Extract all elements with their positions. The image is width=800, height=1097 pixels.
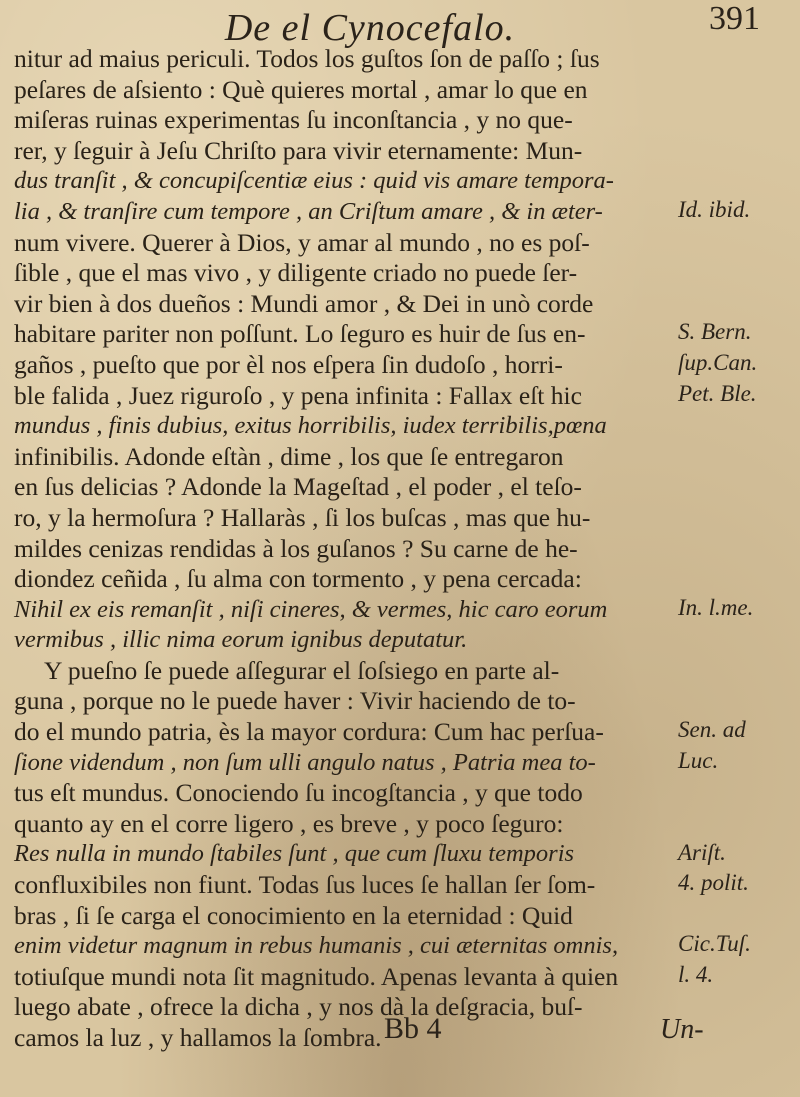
text-line: guna , porque no le puede haver : Vivir haciendo de to- — [14, 686, 576, 716]
margin-note: Sen. ad — [678, 717, 746, 743]
margin-note: Luc. — [678, 747, 719, 773]
text-line: luego abate , ofrece la dicha , y nos dà la deſgracia, buſ- — [14, 992, 583, 1022]
text-line: vir bien à dos dueños : Mundi amor , & Dei in unò corde — [14, 288, 594, 318]
margin-note: Ariſt. — [678, 839, 726, 865]
text-line: confluxibiles non fiunt. Todas ſus luces ſe hallan ſer ſom- — [14, 870, 596, 900]
text-line: habitare pariter non poſſunt. Lo ſeguro es huir de ſus en- — [14, 319, 586, 349]
margin-note: ſup.Can. — [678, 350, 758, 375]
text-line: lia , & tranſire cum tempore , an Criſtum amare , & in æter- — [14, 197, 603, 225]
running-head: De el Cynocefalo. — [224, 7, 516, 49]
body-text — [14, 44, 674, 1054]
text-line: infinibilis. Adonde eſtàn , dime , los que ſe entregaron — [14, 441, 564, 471]
signature-mark: Bb 4 — [384, 1012, 442, 1045]
text-line: nitur ad maius periculi. Todos los guſtos ſon de paſſo ; ſus — [14, 44, 600, 73]
margin-note: In. l.me. — [678, 594, 754, 620]
text-line: Nihil ex eis remanſit , niſi cineres, & vermes, hic caro eorum — [14, 595, 608, 623]
margin-note: Pet. Ble. — [678, 380, 757, 406]
text-line: camos la luz , y hallamos la ſombra. — [14, 1023, 382, 1052]
text-line: num vivere. Querer à Dios, y amar al mundo , no es poſ- — [14, 227, 590, 257]
margin-note: Cic.Tuſ. — [678, 931, 751, 957]
text-line: quanto ay en el corre ligero , es breve , y poco ſeguro: — [14, 808, 564, 838]
text-line: tus eſt mundus. Conociendo ſu incogſtancia , y que todo — [14, 778, 583, 808]
text-line: vermibus , illic nima eorum ignibus deputatur. — [14, 626, 468, 654]
text-line: mundus , finis dubius, exitus horribilis, iudex terribilis,pœna — [14, 412, 607, 440]
text-line: mildes cenizas rendidas à los guſanos ? Su carne de he- — [14, 533, 578, 563]
text-line: ble falida , Juez riguroſo , y pena infinita : Fallax eſt hic — [14, 380, 582, 410]
page-number: 391 — [709, 0, 760, 37]
text-line: bras , ſi ſe carga el conocimiento en la eternidad : Quid — [14, 900, 573, 930]
text-line: Res nulla in mundo ſtabiles ſunt , que cum ſluxu temporis — [14, 840, 575, 868]
text-line: miſeras ruinas experimentas ſu inconſtancia , y no que- — [14, 105, 573, 135]
text-line: ſible , que el mas vivo , y diligente criado no puede ſer- — [14, 258, 578, 288]
text-line: ſione videndum , non ſum ulli angulo natus , Patria mea to- — [14, 748, 596, 776]
margin-note: l. 4. — [678, 962, 714, 987]
text-line: dus tranſit , & concupiſcentiæ eius : quid vis amare tempora- — [14, 167, 614, 195]
text-line: rer, y ſeguir à Jeſu Chriſto para vivir eternamente: Mun- — [14, 135, 583, 165]
page-header — [90, 6, 650, 49]
text-line: totiuſque mundi nota ſit magnitudo. Apenas levanta à quien — [14, 961, 619, 991]
text-line: ro, y la hermoſura ? Hallaràs , ſi los buſcas , mas que hu- — [14, 502, 591, 532]
margin-note: S. Bern. — [678, 319, 752, 345]
margin-note: Id. ibid. — [678, 197, 751, 222]
text-line: enim videtur magnum in rebus humanis , cui æternitas omnis, — [14, 932, 619, 960]
catchword: Un- — [660, 1014, 704, 1045]
text-line: Y pueſno ſe puede aſſegurar el ſoſsiego en parte al- — [44, 655, 560, 685]
text-line: peſares de aſsiento : Què quieres mortal , amar lo que en — [14, 74, 588, 104]
text-line: en ſus delicias ? Adonde la Mageſtad , el poder , el teſo- — [14, 472, 582, 502]
page-footer — [0, 1012, 800, 1062]
text-line: gaños , pueſto que por èl nos eſpera ſin dudoſo , horri- — [14, 349, 563, 379]
text-line: do el mundo patria, ès la mayor cordura: Cum hac perſua- — [14, 717, 604, 747]
text-line: diondez ceñida , ſu alma con tormento , y pena cercada: — [14, 564, 582, 594]
margin-note: 4. polit. — [678, 870, 749, 896]
